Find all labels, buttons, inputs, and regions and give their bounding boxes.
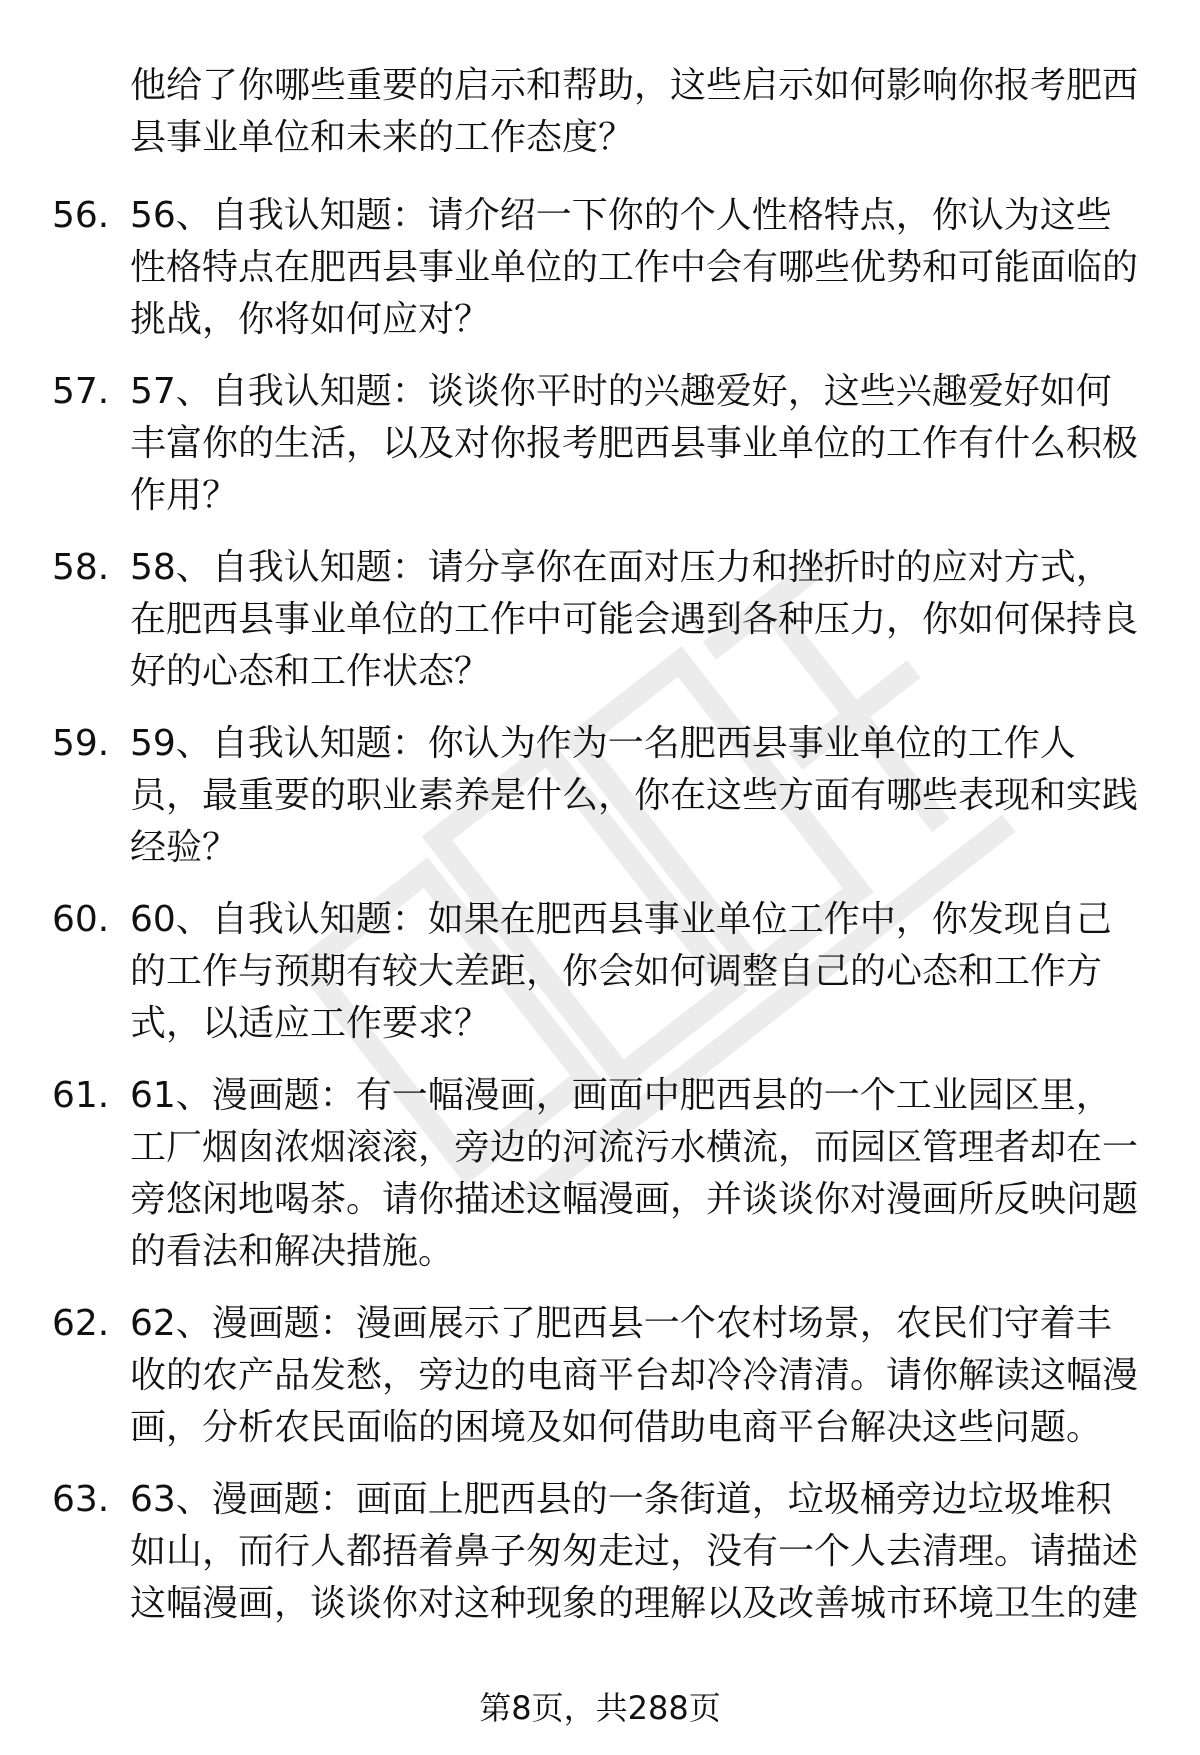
list-item-number: 56. (52, 195, 110, 236)
page-footer: 第8页，共288页 (479, 1689, 721, 1727)
question-list (52, 190, 1142, 1650)
list-item-text: 56、自我认知题：请介绍一下你的个人性格特点，你认为这些性格特点在肥西县事业单位的工作中会有哪些优势和可能面临的挑战，你将如何应对？ (130, 195, 1139, 340)
list-item-text: 63、漫画题：画面上肥西县的一条街道，垃圾桶旁边垃圾堆积如山，而行人都捂着鼻子匆匆走过，没有一个人去清理。请描述这幅漫画，谈谈你对这种现象的理解以及改善城市环境卫生的建 (130, 1479, 1139, 1624)
list-item-text: 61、漫画题：有一幅漫画，画面中肥西县的一个工业园区里，工厂烟囱浓烟滚滚，旁边的河流污水横流，而园区管理者却在一旁悠闲地喝茶。请你描述这幅漫画，并谈谈你对漫画所反映问题的看法和解决措施。 (130, 1075, 1139, 1272)
list-item-number: 58. (52, 547, 110, 588)
list-item-text: 62、漫画题：漫画展示了肥西县一个农村场景，农民们守着丰收的农产品发愁，旁边的电商平台却冷冷清清。请你解读这幅漫画，分析农民面临的困境及如何借助电商平台解决这些问题。 (130, 1303, 1139, 1448)
list-item-number: 60. (52, 899, 110, 940)
list-item-number: 57. (52, 371, 110, 412)
list-item (52, 1474, 1142, 1630)
list-item-text: 59、自我认知题：你认为作为一名肥西县事业单位的工作人员，最重要的职业素养是什么，你在这些方面有哪些表现和实践经验？ (130, 723, 1139, 868)
list-item (52, 542, 1142, 698)
list-item (52, 190, 1142, 346)
continued-question-text: 他给了你哪些重要的启示和帮助，这些启示如何影响你报考肥西县事业单位和未来的工作态度？ (130, 65, 1139, 158)
list-item (52, 366, 1142, 522)
list-item (52, 1070, 1142, 1278)
list-item-number: 62. (52, 1303, 110, 1344)
list-item (52, 1298, 1142, 1454)
list-item-number: 59. (52, 723, 110, 764)
list-item-number: 63. (52, 1479, 110, 1520)
list-item-text: 58、自我认知题：请分享你在面对压力和挫折时的应对方式，在肥西县事业单位的工作中可能会遇到各种压力，你如何保持良好的心态和工作状态？ (130, 547, 1139, 692)
list-item (52, 718, 1142, 874)
list-item-number: 61. (52, 1075, 110, 1116)
list-item-text: 60、自我认知题：如果在肥西县事业单位工作中，你发现自己的工作与预期有较大差距，你会如何调整自己的心态和工作方式，以适应工作要求？ (130, 899, 1112, 1044)
list-item-text: 57、自我认知题：谈谈你平时的兴趣爱好，这些兴趣爱好如何丰富你的生活，以及对你报考肥西县事业单位的工作有什么积极作用？ (130, 371, 1139, 516)
list-item (52, 894, 1142, 1050)
